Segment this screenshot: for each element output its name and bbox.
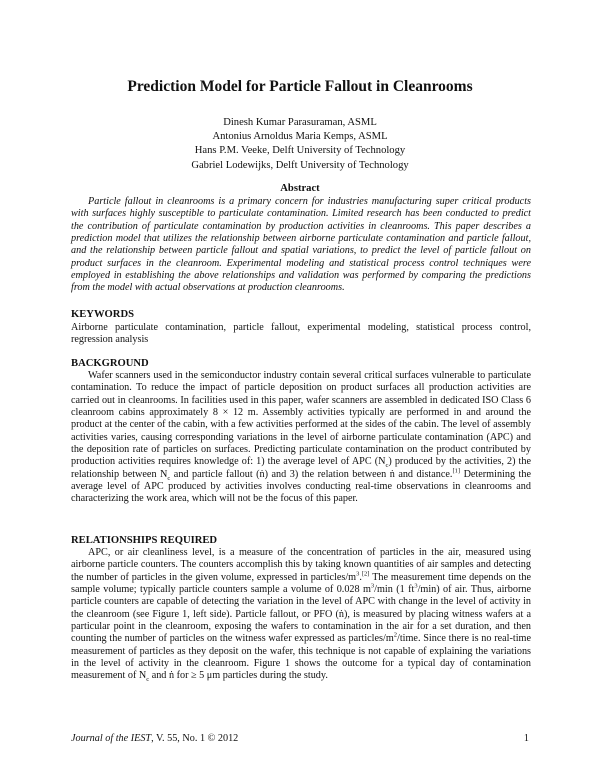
abstract-heading: Abstract [280,183,320,194]
abstract-text: Particle fallout in cleanrooms is a primary concern for industries manufacturing super critical products with surfaces highly susceptible to particulate contamination. Limited research has been conducted to predict the contribution of particulate contamination by production activities in cleanrooms. This paper describes a prediction model that utilizes the relationship between airborne particulate contamination and particle fallout, and the relationship between particle fallout and spatial variations, to predict the level of particle fallout on product surfaces in the cleanroom. Experimental modeling and statistical process control techniques were employed in establishing the above relationships and validation was performed by comparing the predictions from the model with actual observations at production cleanrooms. [71,196,531,294]
reference-1: [1] [452,467,461,475]
keywords-text: Airborne particulate contamination, particle fallout, experimental modeling, statistical process control, regression analysis [71,322,531,346]
footer-journal: Journal of the IEST, V. 55, No. 1 © 2012 [71,733,239,744]
relationships-heading: RELATIONSHIPS REQUIRED [71,535,218,546]
background-heading: BACKGROUND [71,358,149,369]
relationships-paragraph: APC, or air cleanliness level, is a measure of the concentration of particles in the air, measured using airborne particle counters. The counters accomplish this by taking known quantities of air samples and detecting the number of particles in the given volume, expressed in particles/$m^3.[2]$ The measurement time depends on the sample volume; typically particle counters sample a volume of 0.028 $m^3/\min$ (1 $ft^3/\min$) of air. Thus, airborne particle counters are capable of detecting the variation in the level of APC with change in the level of activity in the cleanroom (see Figure 1, left side). Particle fallout, or PFO (ṅ), is measured by placing witness wafers at a particular point in the cleanroom, exposing the wafers to contamination in the air for a set duration, and then counting the number of particles on the witness wafer expressed as particles/$m^2$/time. Since there is no real-time measurement of particles as they deposit on the wafer, this technique is not capable of explaining the variations in the level of activity in the cleanroom. Figure 1 shows the outcome for a typical day of contamination measurement of $N_c$ and ṅ for ≥ 5 μm particles during the study. [71,547,532,684]
author-3: Hans P.M. Veeke, Delft University of Technology [194,145,406,157]
author-1: Dinesh Kumar Parasuraman, ASML [223,117,377,128]
background-paragraph: Wafer scanners used in the semiconductor industry contain several critical surfaces vulnerable to particulate contamination. To reduce the impact of particle deposition on product surfaces all production activities are carried out in cleanrooms. In facilities used in this paper, wafer scanners are assembled in dedicated ISO Class 6 cleanroom cabins approximately 8 × 12 m. Assembly activities typically are performed in and around the product at the center of the cabin, with a few activities performed at the sides of the cabin. The level of assembly activities varies, causing corresponding variations in the level of airborne particulate contamination (APC) and the deposition rate of particles on surfaces. Predicting particulate contamination on the product contributed by production activities requires knowledge of: 1) the average level of APC $(N_c)$ produced by the activities, 2) the relationship between $N_c$ and particle fallout (ṅ) and 3) the relation between ṅ and distance.[1] Determining the average level of APC produced by activities involves conducting real-time observations in cleanrooms and characterizing the work area, which will not be the focus of this paper. [71,370,531,505]
keywords-heading: KEYWORDS [71,309,134,320]
paper-title: Prediction Model for Particle Fallout in Cleanrooms [127,78,473,95]
page-number: 1 [523,733,529,744]
reference-2: [2] [361,570,370,578]
author-list [0,116,600,173]
author-4: Gabriel Lodewijks, Delft University of Technology [191,159,409,171]
author-2: Antonius Arnoldus Maria Kemps, ASML [212,131,388,143]
